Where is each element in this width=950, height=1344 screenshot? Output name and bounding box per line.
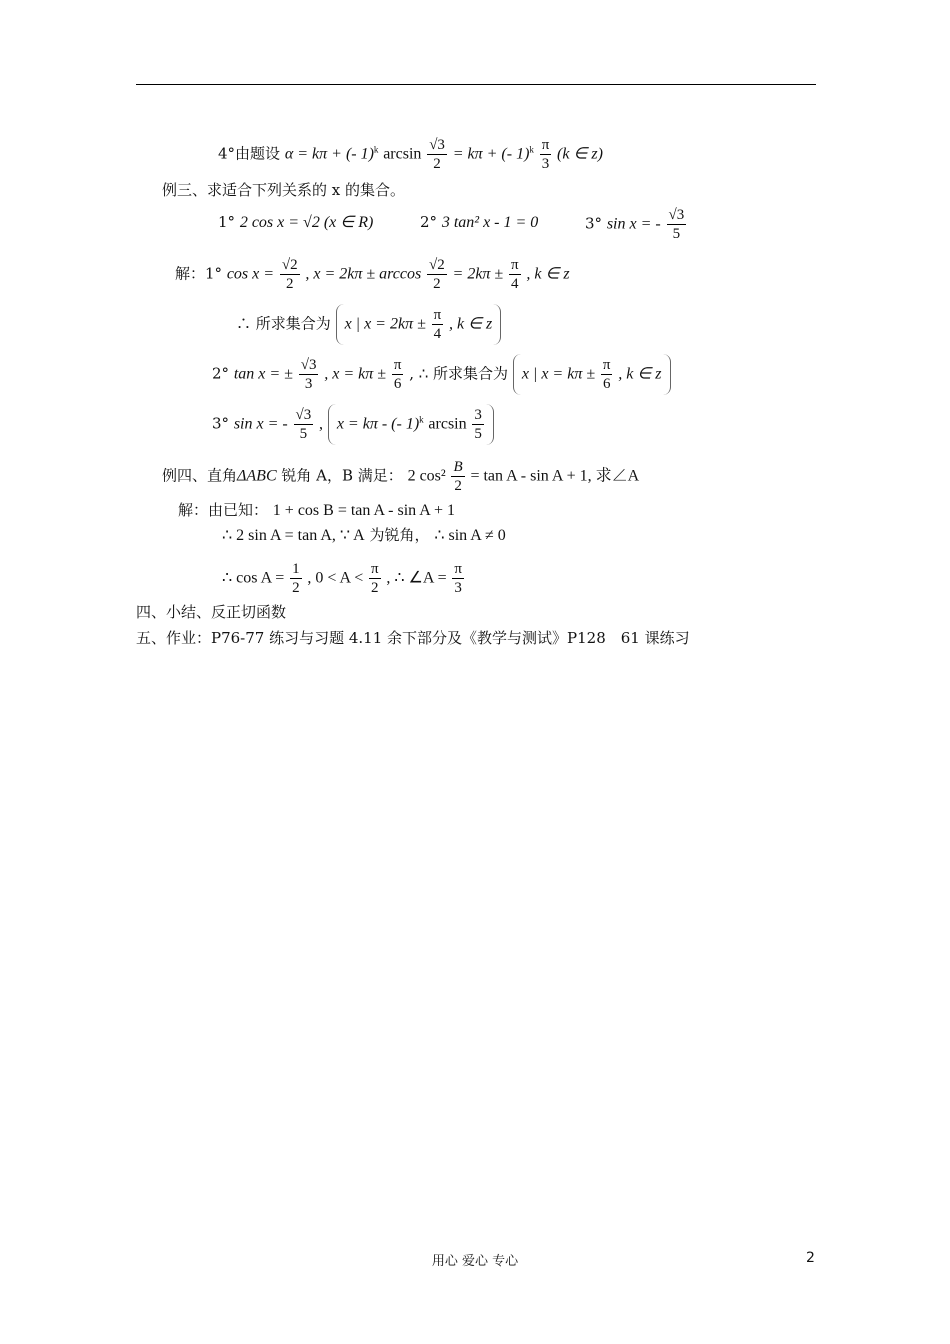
- set-braces: x | x = kπ ± $\frac{\pi}{6}$ , k ∈ z: [513, 354, 671, 395]
- set-braces: x = kπ - (- 1)$^k$ arcsin $\frac{3}{5}$: [328, 404, 494, 445]
- example4-solution-line2: ∴ 2 sin A = tan A, ∵ A 为锐角， ∴ sin A ≠ 0: [222, 526, 506, 544]
- example4-solution-line3: ∴ cos A = $\frac{1}{2}$ , 0 < A < $\frac{\pi}{2}$ , ∴ ∠A = $\frac{\pi}{3}$: [222, 561, 462, 596]
- part4-frac2: $\frac{\pi}{3}$: [541, 137, 550, 172]
- summary-heading: 四、小结、反正切函数: [136, 603, 287, 621]
- example3-title: 例三、求适合下列关系的 x 的集合。: [162, 181, 405, 199]
- example3-problem2: 2° 3 tan² x - 1 = 0: [420, 213, 539, 231]
- solution1-set: ∴ 所求集合为 x | x = 2kπ ± $\frac{\pi}{4}$ , k ∈ z: [236, 304, 501, 345]
- header-rule: [136, 84, 816, 85]
- solution3-line: 3° sin x = - $\frac{√3}{5}$ , x = kπ - (- 1)$^k$ arcsin $\frac{3}{5}$: [212, 404, 494, 445]
- part4-label: 4°由题设: [218, 144, 281, 163]
- example4-solution-line1: 解：由已知： 1 + cos B = tan A - sin A + 1: [178, 501, 455, 519]
- part4-arcsin: arcsin: [383, 145, 422, 163]
- footer-text: 用心 爱心 专心: [431, 1254, 519, 1269]
- set-braces: x | x = 2kπ ± $\frac{\pi}{4}$ , k ∈ z: [336, 304, 502, 345]
- part4-sup: k: [373, 144, 379, 155]
- part4-frac1: $\frac{√3}{2}$: [429, 137, 445, 172]
- part4-line: [218, 136, 603, 173]
- part4-expr-b: = kπ + (- 1): [452, 145, 530, 163]
- part4-expr-a: α = kπ + (- 1): [284, 145, 374, 163]
- page-number: 2: [806, 1250, 815, 1266]
- homework-heading: 五、作业：P76-77 练习与习题 4.11 余下部分及《教学与测试》P128 61 课练习: [136, 629, 690, 647]
- example3-problem1: 1° 2 cos x = √2 (x ∈ R): [218, 213, 374, 231]
- example4-title: 例四、直角ΔABC 锐角 A，B 满足： 2 cos² $\frac{B}{2}$ = tan A - sin A + 1, 求∠A: [162, 459, 640, 494]
- solution1-line: 解：1° cos x = $\frac{√2}{2}$ , x = 2kπ ± arccos $\frac{√2}{2}$ = 2kπ ± $\frac{\pi}{4}$ , k ∈ z: [175, 257, 570, 292]
- example3-problem3: 3° sin x = - $\frac{√3}{5}$: [585, 207, 685, 242]
- part4-sup2: k: [529, 144, 534, 155]
- part4-tail: (k ∈ z): [557, 145, 603, 163]
- solution2-line: 2° tan x = ± $\frac{√3}{3}$ , x = kπ ± $\frac{\pi}{6}$ , ∴ 所求集合为 x | x = kπ ± $\frac{\pi}{6}$ , k ∈ z: [212, 354, 671, 395]
